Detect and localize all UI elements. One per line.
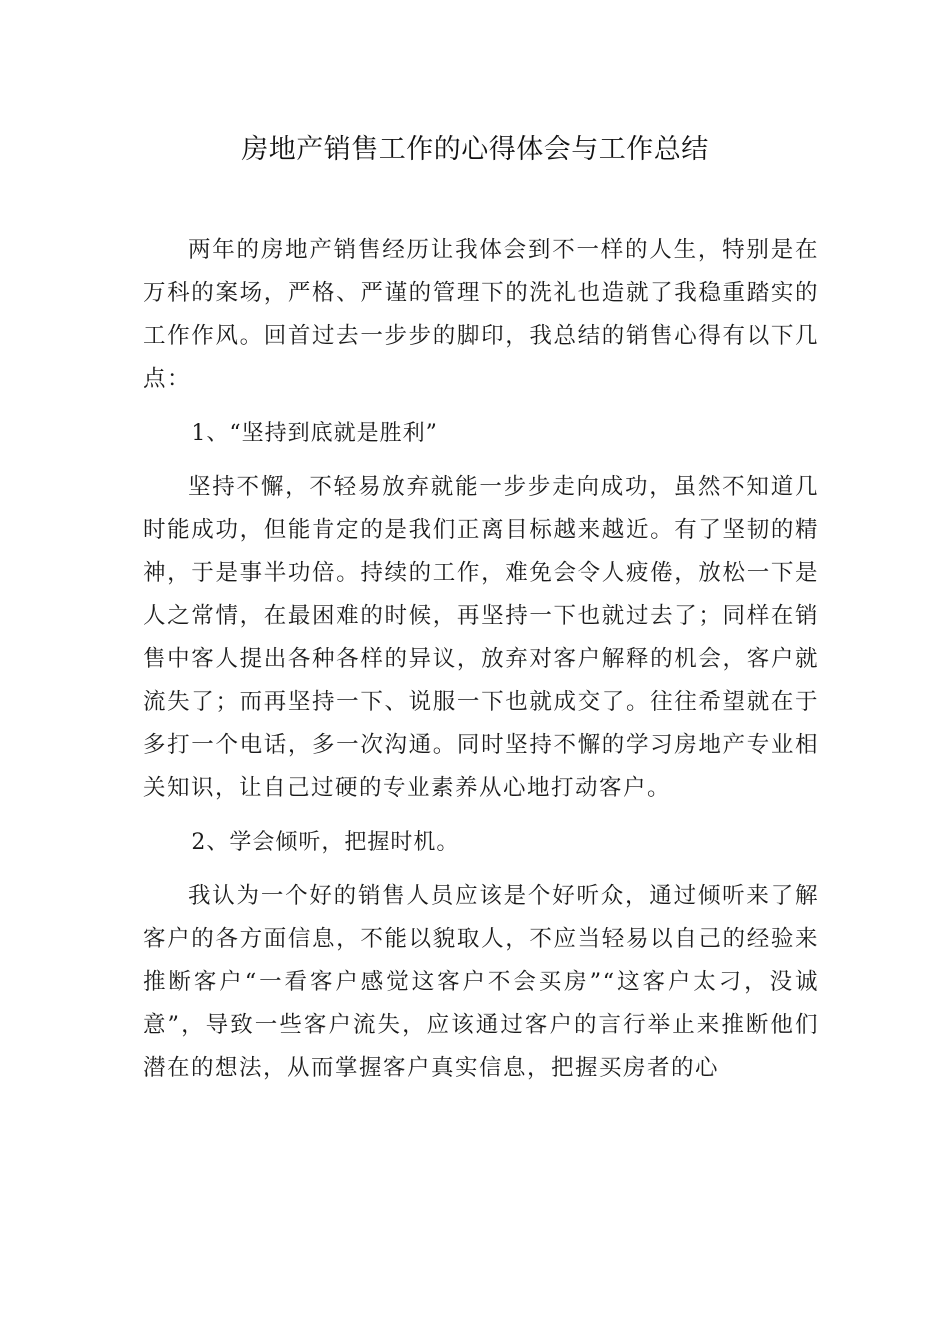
document-body <box>143 229 819 1090</box>
spacer <box>143 401 819 412</box>
spacer <box>143 864 819 875</box>
section-paragraph-2: 我认为一个好的销售人员应该是个好听众，通过倾听来了解客户的各方面信息，不能以貌取人，不应当轻易以自己的经验来推断客户“一看客户感觉这客户不会买房”“这客户太刁，没诚意”，导致一些客户流失，应该通过客户的言行举止来推断他们潜在的想法，从而掌握客户真实信息，把握买房者的心 <box>143 883 819 1081</box>
document-title: 房地产销售工作的心得体会与工作总结 <box>241 134 709 165</box>
spacer <box>143 810 819 821</box>
section-heading-1: 1、“坚持到底就是胜利” <box>191 421 438 446</box>
spacer <box>143 455 819 466</box>
section-heading-2: 2、学会倾听，把握时机。 <box>191 830 460 855</box>
intro-paragraph: 两年的房地产销售经历让我体会到不一样的人生，特别是在万科的案场，严格、严谨的管理下的洗礼也造就了我稳重踏实的工作作风。回首过去一步步的脚印，我总结的销售心得有以下几点： <box>143 237 819 392</box>
section-paragraph-1: 坚持不懈，不轻易放弃就能一步步走向成功，虽然不知道几时能成功，但能肯定的是我们正离目标越来越近。有了坚韧的精神，于是事半功倍。持续的工作，难免会令人疲倦，放松一下是人之常情，在最困难的时候，再坚持一下也就过去了；同样在销售中客人提出各种各样的异议，放弃对客户解释的机会，客户就流失了；而再坚持一下、说服一下也就成交了。往往希望就在于多打一个电话，多一次沟通。同时坚持不懈的学习房地产专业相关知识，让自己过硬的专业素养从心地打动客户。 <box>143 474 819 801</box>
